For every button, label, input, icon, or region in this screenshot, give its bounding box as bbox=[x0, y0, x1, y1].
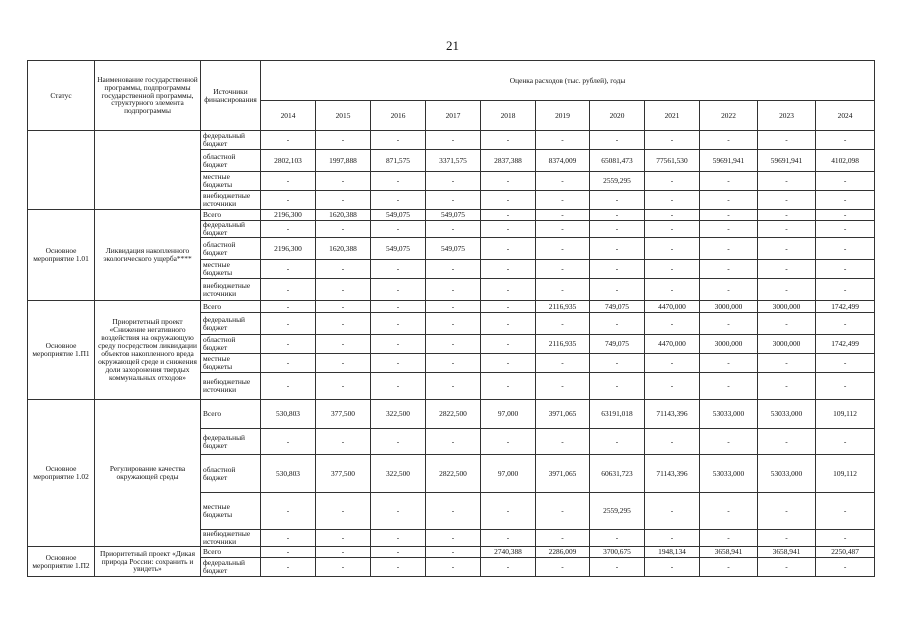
value-cell: - bbox=[758, 493, 816, 530]
value-cell: 53033,000 bbox=[700, 400, 758, 429]
value-cell: - bbox=[316, 493, 371, 530]
value-cell: - bbox=[536, 313, 590, 335]
value-cell: - bbox=[700, 191, 758, 210]
value-cell: - bbox=[700, 373, 758, 400]
year-header: 2015 bbox=[316, 101, 371, 131]
value-cell: - bbox=[816, 260, 875, 279]
year-header: 2016 bbox=[371, 101, 426, 131]
value-cell: - bbox=[481, 373, 536, 400]
value-cell: 3658,941 bbox=[758, 547, 816, 558]
year-header: 2018 bbox=[481, 101, 536, 131]
value-cell: - bbox=[426, 260, 481, 279]
value-cell: 2116,935 bbox=[536, 301, 590, 313]
value-cell: - bbox=[645, 530, 700, 547]
status-cell: Основное мероприятие 1.02 bbox=[28, 400, 95, 547]
value-cell: 53033,000 bbox=[758, 455, 816, 493]
value-cell: - bbox=[590, 221, 645, 238]
value-cell: - bbox=[536, 429, 590, 455]
value-cell: - bbox=[481, 335, 536, 354]
value-cell: 3000,000 bbox=[758, 335, 816, 354]
source-cell: Всего bbox=[201, 400, 261, 429]
source-cell: внебюджетные источники bbox=[201, 530, 261, 547]
value-cell: - bbox=[816, 493, 875, 530]
source-cell: федеральный бюджет bbox=[201, 558, 261, 577]
value-cell: 4470,000 bbox=[645, 301, 700, 313]
value-cell: - bbox=[371, 558, 426, 577]
value-cell: - bbox=[590, 238, 645, 260]
value-cell: - bbox=[816, 191, 875, 210]
value-cell: 1948,134 bbox=[645, 547, 700, 558]
value-cell: - bbox=[426, 301, 481, 313]
value-cell: 77561,530 bbox=[645, 150, 700, 172]
status-cell: Основное мероприятие 1.П1 bbox=[28, 301, 95, 400]
value-cell: - bbox=[316, 429, 371, 455]
value-cell: 1620,388 bbox=[316, 210, 371, 221]
value-cell: 377,500 bbox=[316, 455, 371, 493]
source-cell: местные бюджеты bbox=[201, 354, 261, 373]
value-cell: - bbox=[426, 530, 481, 547]
value-cell: - bbox=[316, 279, 371, 301]
value-cell: - bbox=[371, 313, 426, 335]
value-cell: - bbox=[371, 301, 426, 313]
value-cell: - bbox=[426, 547, 481, 558]
value-cell: 530,803 bbox=[261, 455, 316, 493]
value-cell: - bbox=[481, 558, 536, 577]
value-cell: 3000,000 bbox=[700, 335, 758, 354]
value-cell: - bbox=[316, 131, 371, 150]
value-cell: - bbox=[590, 373, 645, 400]
value-cell: 2559,295 bbox=[590, 172, 645, 191]
value-cell: - bbox=[816, 373, 875, 400]
value-cell: 2802,103 bbox=[261, 150, 316, 172]
value-cell: - bbox=[536, 131, 590, 150]
status-cell: Основное мероприятие 1.01 bbox=[28, 210, 95, 301]
table-row bbox=[28, 131, 875, 150]
value-cell: - bbox=[316, 172, 371, 191]
value-cell: - bbox=[816, 313, 875, 335]
value-cell: - bbox=[316, 354, 371, 373]
value-cell: - bbox=[700, 530, 758, 547]
value-cell: - bbox=[536, 210, 590, 221]
value-cell: - bbox=[371, 373, 426, 400]
value-cell: - bbox=[700, 172, 758, 191]
value-cell: - bbox=[481, 172, 536, 191]
value-cell: 2822,500 bbox=[426, 400, 481, 429]
table-row bbox=[28, 400, 875, 429]
value-cell: - bbox=[816, 210, 875, 221]
value-cell: 549,075 bbox=[426, 210, 481, 221]
value-cell: - bbox=[426, 429, 481, 455]
value-cell: - bbox=[371, 191, 426, 210]
source-cell: областной бюджет bbox=[201, 150, 261, 172]
value-cell: - bbox=[481, 131, 536, 150]
value-cell: - bbox=[536, 530, 590, 547]
value-cell: - bbox=[645, 191, 700, 210]
value-cell: - bbox=[816, 530, 875, 547]
value-cell: 71143,396 bbox=[645, 400, 700, 429]
value-cell: - bbox=[481, 210, 536, 221]
value-cell: 3700,675 bbox=[590, 547, 645, 558]
value-cell: - bbox=[758, 191, 816, 210]
value-cell: - bbox=[590, 260, 645, 279]
value-cell: - bbox=[536, 558, 590, 577]
value-cell: 322,500 bbox=[371, 455, 426, 493]
source-cell: местные бюджеты bbox=[201, 493, 261, 530]
value-cell: - bbox=[261, 131, 316, 150]
value-cell: - bbox=[645, 210, 700, 221]
value-cell: - bbox=[316, 260, 371, 279]
value-cell: - bbox=[758, 530, 816, 547]
value-cell: - bbox=[590, 530, 645, 547]
value-cell: - bbox=[816, 131, 875, 150]
value-cell: - bbox=[645, 429, 700, 455]
value-cell: - bbox=[481, 301, 536, 313]
value-cell: - bbox=[758, 131, 816, 150]
value-cell: - bbox=[590, 210, 645, 221]
status-cell: Основное мероприятие 1.П2 bbox=[28, 547, 95, 577]
source-cell: областной бюджет bbox=[201, 455, 261, 493]
value-cell: - bbox=[371, 260, 426, 279]
value-cell: - bbox=[700, 313, 758, 335]
year-header: 2017 bbox=[426, 101, 481, 131]
value-cell: - bbox=[758, 354, 816, 373]
source-cell: местные бюджеты bbox=[201, 260, 261, 279]
value-cell: 549,075 bbox=[371, 210, 426, 221]
value-cell: 530,803 bbox=[261, 400, 316, 429]
value-cell: - bbox=[645, 131, 700, 150]
value-cell: 109,112 bbox=[816, 455, 875, 493]
value-cell: - bbox=[536, 279, 590, 301]
value-cell: 1997,888 bbox=[316, 150, 371, 172]
value-cell: - bbox=[261, 172, 316, 191]
value-cell: - bbox=[316, 373, 371, 400]
value-cell: - bbox=[590, 279, 645, 301]
value-cell: - bbox=[261, 547, 316, 558]
value-cell: 2116,935 bbox=[536, 335, 590, 354]
value-cell: - bbox=[758, 279, 816, 301]
value-cell: - bbox=[426, 221, 481, 238]
value-cell: - bbox=[700, 429, 758, 455]
value-cell: - bbox=[426, 172, 481, 191]
value-cell: 2250,487 bbox=[816, 547, 875, 558]
value-cell: - bbox=[700, 558, 758, 577]
value-cell: 749,075 bbox=[590, 301, 645, 313]
year-header: 2022 bbox=[700, 101, 758, 131]
value-cell: - bbox=[758, 210, 816, 221]
value-cell: - bbox=[261, 373, 316, 400]
value-cell: - bbox=[261, 354, 316, 373]
header-sources: Источники финансирования bbox=[201, 61, 261, 131]
value-cell: - bbox=[261, 493, 316, 530]
value-cell: - bbox=[590, 354, 645, 373]
value-cell: - bbox=[261, 429, 316, 455]
value-cell: 2837,388 bbox=[481, 150, 536, 172]
value-cell: - bbox=[371, 221, 426, 238]
value-cell: - bbox=[758, 313, 816, 335]
value-cell: 2286,009 bbox=[536, 547, 590, 558]
value-cell: - bbox=[645, 493, 700, 530]
value-cell: - bbox=[316, 301, 371, 313]
value-cell: - bbox=[645, 279, 700, 301]
value-cell: - bbox=[700, 221, 758, 238]
source-cell: внебюджетные источники bbox=[201, 191, 261, 210]
value-cell: 2559,295 bbox=[590, 493, 645, 530]
value-cell: - bbox=[700, 131, 758, 150]
value-cell: - bbox=[758, 238, 816, 260]
value-cell: 377,500 bbox=[316, 400, 371, 429]
value-cell: - bbox=[645, 558, 700, 577]
value-cell: 71143,396 bbox=[645, 455, 700, 493]
value-cell: - bbox=[758, 260, 816, 279]
value-cell: 3658,941 bbox=[700, 547, 758, 558]
value-cell: - bbox=[700, 210, 758, 221]
value-cell: 2822,500 bbox=[426, 455, 481, 493]
value-cell: 60631,723 bbox=[590, 455, 645, 493]
value-cell: - bbox=[590, 429, 645, 455]
value-cell: - bbox=[371, 335, 426, 354]
value-cell: - bbox=[316, 558, 371, 577]
value-cell: 59691,941 bbox=[700, 150, 758, 172]
value-cell: - bbox=[261, 530, 316, 547]
source-cell: федеральный бюджет bbox=[201, 131, 261, 150]
source-cell: местные бюджеты bbox=[201, 172, 261, 191]
value-cell: 97,000 bbox=[481, 400, 536, 429]
value-cell: - bbox=[645, 313, 700, 335]
value-cell: - bbox=[426, 279, 481, 301]
page-number: 21 bbox=[446, 38, 459, 53]
value-cell: - bbox=[645, 373, 700, 400]
value-cell: - bbox=[536, 238, 590, 260]
value-cell: 3971,065 bbox=[536, 455, 590, 493]
value-cell: - bbox=[261, 313, 316, 335]
name-cell bbox=[95, 131, 201, 210]
name-cell: Регулирование качества окружающей среды bbox=[95, 400, 201, 547]
value-cell: - bbox=[426, 191, 481, 210]
table-row bbox=[28, 547, 875, 558]
value-cell: - bbox=[645, 354, 700, 373]
value-cell: - bbox=[316, 335, 371, 354]
value-cell: - bbox=[261, 260, 316, 279]
value-cell: - bbox=[371, 279, 426, 301]
name-cell: Приоритетный проект «Снижение негативного воздействия на окружающую среду посредством ликвидации объектов накопленного вреда окружающей среде и снижения доли захоронения твердых коммунальных отходов» bbox=[95, 301, 201, 400]
year-header: 2020 bbox=[590, 101, 645, 131]
value-cell: - bbox=[371, 547, 426, 558]
value-cell: - bbox=[316, 313, 371, 335]
value-cell: - bbox=[481, 260, 536, 279]
value-cell: - bbox=[536, 493, 590, 530]
year-header: 2023 bbox=[758, 101, 816, 131]
source-cell: федеральный бюджет bbox=[201, 221, 261, 238]
value-cell: - bbox=[426, 335, 481, 354]
source-cell: федеральный бюджет bbox=[201, 429, 261, 455]
value-cell: 322,500 bbox=[371, 400, 426, 429]
value-cell: - bbox=[758, 429, 816, 455]
value-cell: - bbox=[590, 191, 645, 210]
value-cell: 749,075 bbox=[590, 335, 645, 354]
source-cell: Всего bbox=[201, 301, 261, 313]
value-cell: - bbox=[261, 301, 316, 313]
value-cell: - bbox=[481, 429, 536, 455]
value-cell: - bbox=[645, 172, 700, 191]
value-cell: - bbox=[536, 373, 590, 400]
source-cell: областной бюджет bbox=[201, 335, 261, 354]
value-cell: - bbox=[481, 191, 536, 210]
value-cell: - bbox=[645, 238, 700, 260]
source-cell: Всего bbox=[201, 547, 261, 558]
value-cell: - bbox=[426, 558, 481, 577]
table-row bbox=[28, 301, 875, 313]
year-header: 2021 bbox=[645, 101, 700, 131]
value-cell: - bbox=[371, 493, 426, 530]
value-cell: - bbox=[816, 238, 875, 260]
value-cell: 109,112 bbox=[816, 400, 875, 429]
value-cell: - bbox=[481, 221, 536, 238]
value-cell: 97,000 bbox=[481, 455, 536, 493]
value-cell: 3000,000 bbox=[700, 301, 758, 313]
value-cell: 3371,575 bbox=[426, 150, 481, 172]
value-cell: - bbox=[700, 354, 758, 373]
value-cell: - bbox=[758, 172, 816, 191]
value-cell: - bbox=[316, 547, 371, 558]
name-cell: Ликвидация накопленного экологического ущерба**** bbox=[95, 210, 201, 301]
year-header: 2024 bbox=[816, 101, 875, 131]
value-cell: - bbox=[536, 260, 590, 279]
value-cell: - bbox=[481, 238, 536, 260]
source-cell: федеральный бюджет bbox=[201, 313, 261, 335]
value-cell: - bbox=[261, 279, 316, 301]
value-cell: 549,075 bbox=[371, 238, 426, 260]
value-cell: - bbox=[590, 131, 645, 150]
value-cell: - bbox=[816, 354, 875, 373]
year-header: 2014 bbox=[261, 101, 316, 131]
value-cell: - bbox=[261, 221, 316, 238]
value-cell: - bbox=[700, 493, 758, 530]
value-cell: - bbox=[645, 260, 700, 279]
value-cell: 2196,300 bbox=[261, 210, 316, 221]
table-row bbox=[28, 210, 875, 221]
value-cell: 549,075 bbox=[426, 238, 481, 260]
year-header: 2019 bbox=[536, 101, 590, 131]
status-cell bbox=[28, 131, 95, 210]
value-cell: 8374,009 bbox=[536, 150, 590, 172]
value-cell: - bbox=[536, 191, 590, 210]
value-cell: - bbox=[426, 493, 481, 530]
value-cell: - bbox=[700, 238, 758, 260]
header-name: Наименование государственной программы, подпрограммы государственной программы, структурного элемента подпрограммы bbox=[95, 61, 201, 131]
value-cell: - bbox=[481, 279, 536, 301]
value-cell: - bbox=[816, 279, 875, 301]
value-cell: - bbox=[481, 313, 536, 335]
value-cell: - bbox=[700, 260, 758, 279]
value-cell: - bbox=[371, 354, 426, 373]
value-cell: - bbox=[816, 172, 875, 191]
value-cell: - bbox=[481, 530, 536, 547]
value-cell: - bbox=[758, 558, 816, 577]
name-cell: Приоритетный проект «Дикая природа России: сохранить и увидеть» bbox=[95, 547, 201, 577]
source-cell: внебюджетные источники bbox=[201, 373, 261, 400]
value-cell: - bbox=[371, 429, 426, 455]
value-cell: - bbox=[261, 191, 316, 210]
value-cell: 4102,098 bbox=[816, 150, 875, 172]
value-cell: - bbox=[316, 221, 371, 238]
value-cell: - bbox=[426, 131, 481, 150]
value-cell: 59691,941 bbox=[758, 150, 816, 172]
value-cell: - bbox=[481, 493, 536, 530]
value-cell: 871,575 bbox=[371, 150, 426, 172]
value-cell: - bbox=[536, 221, 590, 238]
value-cell: - bbox=[316, 530, 371, 547]
value-cell: - bbox=[758, 221, 816, 238]
value-cell: - bbox=[371, 172, 426, 191]
value-cell: - bbox=[700, 279, 758, 301]
value-cell: 1742,499 bbox=[816, 301, 875, 313]
value-cell: - bbox=[426, 373, 481, 400]
value-cell: - bbox=[816, 221, 875, 238]
source-cell: внебюджетные источники bbox=[201, 279, 261, 301]
value-cell: - bbox=[816, 558, 875, 577]
value-cell: 63191,018 bbox=[590, 400, 645, 429]
value-cell: 3000,000 bbox=[758, 301, 816, 313]
value-cell: 53033,000 bbox=[758, 400, 816, 429]
source-cell: Всего bbox=[201, 210, 261, 221]
budget-table bbox=[27, 60, 875, 577]
header-estimate: Оценка расходов (тыс. рублей), годы bbox=[261, 61, 875, 101]
value-cell: - bbox=[536, 172, 590, 191]
value-cell: - bbox=[481, 354, 536, 373]
value-cell: - bbox=[590, 558, 645, 577]
value-cell: 53033,000 bbox=[700, 455, 758, 493]
value-cell: - bbox=[645, 221, 700, 238]
value-cell: - bbox=[426, 354, 481, 373]
value-cell: 2196,300 bbox=[261, 238, 316, 260]
value-cell: - bbox=[316, 191, 371, 210]
value-cell: - bbox=[371, 530, 426, 547]
source-cell: областной бюджет bbox=[201, 238, 261, 260]
value-cell: 4470,000 bbox=[645, 335, 700, 354]
value-cell: - bbox=[758, 373, 816, 400]
header-status: Статус bbox=[28, 61, 95, 131]
value-cell: 2740,388 bbox=[481, 547, 536, 558]
value-cell: - bbox=[536, 354, 590, 373]
value-cell: 65081,473 bbox=[590, 150, 645, 172]
value-cell: - bbox=[261, 335, 316, 354]
value-cell: - bbox=[371, 131, 426, 150]
value-cell: - bbox=[426, 313, 481, 335]
value-cell: - bbox=[590, 313, 645, 335]
value-cell: - bbox=[816, 429, 875, 455]
table-body bbox=[28, 131, 875, 577]
value-cell: 3971,065 bbox=[536, 400, 590, 429]
value-cell: - bbox=[261, 558, 316, 577]
value-cell: 1620,388 bbox=[316, 238, 371, 260]
value-cell: 1742,499 bbox=[816, 335, 875, 354]
